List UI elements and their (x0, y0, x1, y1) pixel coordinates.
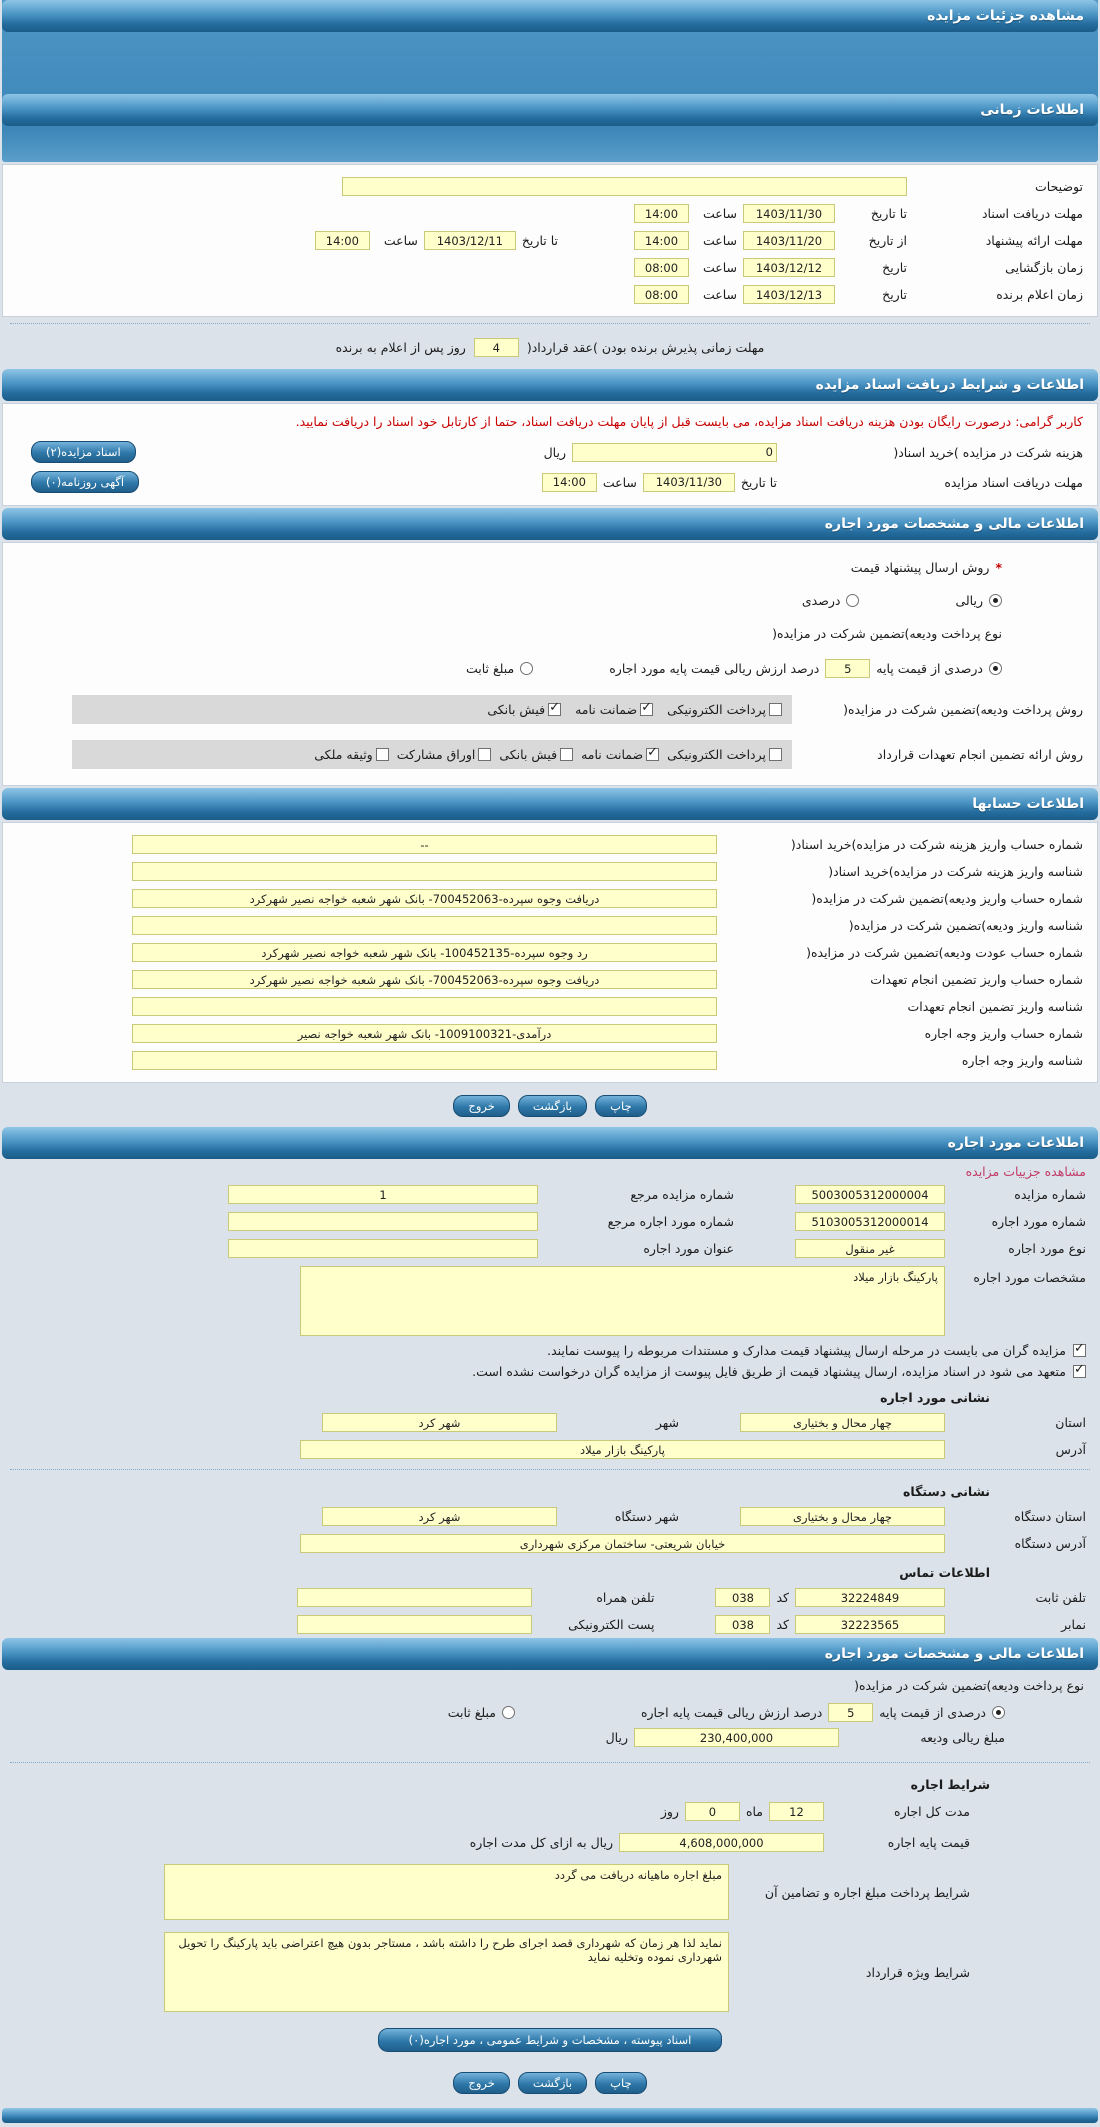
date-label: تاریخ (882, 260, 907, 275)
account-row-label: شماره حساب واریز هزینه شرکت در مزایده)خرید اسناد( (790, 837, 1083, 852)
deposit-method-option (487, 702, 561, 717)
rial-label: ریال (605, 1730, 628, 1745)
guarantee-method-option (314, 747, 388, 762)
percent-of-base-radio[interactable] (992, 1706, 1005, 1719)
until-date-label: تا تاریخ (870, 206, 907, 221)
guarantee-method-row (3, 732, 1097, 777)
docs-cost-row (3, 437, 1097, 467)
fixed-amount-radio[interactable] (502, 1706, 515, 1719)
deposit-method-row (3, 687, 1097, 732)
account-row-label: شماره حساب واریز وجه اجاره (924, 1026, 1083, 1041)
offer-period-label: مهلت ارائه پیشنهاد (985, 233, 1083, 248)
view-auction-details-link[interactable]: مشاهده جزییات مزایده (965, 1164, 1086, 1179)
item-spec-label: مشخصات مورد اجاره (973, 1270, 1086, 1285)
required-star: * (995, 560, 1002, 575)
email-input[interactable] (297, 1615, 532, 1634)
percent-desc-label: درصد ارزش ریالی قیمت پایه مورد اجاره (609, 661, 820, 676)
acceptance-deadline-suffix: روز پس از اعلام به برنده (335, 340, 466, 355)
property-collateral-checkbox[interactable] (376, 748, 389, 761)
deposit-method-label: روش پرداخت ودیعه)تضمین شرکت در مزایده( (843, 702, 1083, 717)
attach-note-row (0, 1361, 1100, 1382)
accounts-panel (2, 822, 1098, 1083)
acceptance-days-input[interactable] (474, 338, 519, 357)
item-type-row (0, 1235, 1100, 1262)
from-date-label: از تاریخ (868, 233, 907, 248)
province-label: استان (1055, 1415, 1086, 1430)
page-title: مشاهده جزئیات مزایده (2, 0, 1098, 32)
doc-deadline-date-input[interactable] (743, 204, 835, 223)
winner-announce-label: زمان اعلام برنده (996, 287, 1083, 302)
item-type-input[interactable] (795, 1239, 945, 1258)
account-row-input[interactable] (132, 889, 717, 908)
opening-time-input[interactable] (634, 258, 689, 277)
docs-panel (2, 403, 1098, 506)
separator (10, 323, 1090, 324)
attach-note2-checkbox[interactable] (1073, 1365, 1086, 1378)
print-button[interactable]: چاپ (595, 1095, 646, 1117)
checkbox-label: وثیقه ملکی (314, 747, 373, 762)
percent-desc-label: درصد ارزش ریالی قیمت پایه اجاره (640, 1705, 823, 1720)
guarantee-method-option (397, 747, 492, 762)
month-label: ماه (745, 1804, 763, 1819)
section-title-financial: اطلاعات مالی و مشخصات مورد اجاره (2, 508, 1098, 540)
rent-duration-row (0, 1796, 1100, 1827)
phone-code-input[interactable] (715, 1588, 770, 1607)
address-label: آدرس (1055, 1442, 1086, 1457)
item-address-row (0, 1436, 1100, 1463)
account-row-label: شناسه واریز هزینه شرکت در مزایده)خرید اسناد( (828, 864, 1083, 879)
guarantee-method-options (72, 740, 792, 769)
guarantee-method-option (581, 747, 659, 762)
middle-actions (0, 1085, 1100, 1127)
account-row-label: شماره حساب عودت ودیعه)تضمین شرکت در مزایده( (806, 945, 1083, 960)
fax-input[interactable] (795, 1615, 945, 1634)
email-label: پست الکترونیکی (568, 1617, 655, 1632)
guarantee-method-option (667, 747, 782, 762)
docs-deadline-date-input[interactable] (643, 473, 735, 492)
account-row-input[interactable] (132, 835, 717, 854)
account-row (3, 912, 1097, 939)
account-row-input[interactable] (132, 1024, 717, 1043)
rent-conditions-group-label: شرایط اجاره (910, 1777, 990, 1792)
special-terms-textarea[interactable] (164, 1932, 729, 2012)
rial-radio[interactable] (989, 594, 1002, 607)
financial-panel (2, 542, 1098, 786)
bottom-actions (0, 2062, 1100, 2104)
offer-to-time-input[interactable] (315, 231, 370, 250)
item-address-group-label: نشانی مورد اجاره (880, 1390, 990, 1405)
footer-bar (2, 2108, 1098, 2123)
base-price-suffix: ریال به ازای کل مدت اجاره (469, 1835, 613, 1850)
auction-number-row (0, 1181, 1100, 1208)
device-address-row (0, 1530, 1100, 1557)
bank-receipt-checkbox[interactable] (560, 748, 573, 761)
item-spec-textarea[interactable] (300, 1266, 945, 1336)
item-number-input[interactable] (795, 1212, 945, 1231)
time-label: ساعت (702, 206, 737, 221)
separator (10, 1469, 1090, 1470)
attach-note2-text: متعهد می شود در اسناد مزایده، ارسال پیشنهاد قیمت از طریق فایل پیوست از مزایده گران درخواست نشده است. (472, 1364, 1066, 1379)
percent-of-base-label: درصدی از قیمت پایه (876, 661, 983, 676)
account-row-label: شناسه واریز تضمین انجام تعهدات (907, 999, 1083, 1014)
offer-to-date-input[interactable] (424, 231, 516, 250)
attachments-row (0, 2018, 1100, 2062)
special-terms-row (0, 1926, 1100, 2018)
device-city-input[interactable] (322, 1507, 557, 1526)
until-date-label: تا تاریخ (740, 474, 777, 490)
deposit-type-options-row (3, 650, 1097, 687)
phone-input[interactable] (795, 1588, 945, 1607)
guarantee-method-label: روش ارائه تضمین انجام تعهدات قرارداد (877, 747, 1083, 762)
mobile-input[interactable] (297, 1588, 532, 1607)
fax-row (0, 1611, 1100, 1638)
time-label: ساعت (383, 233, 418, 248)
section-title-financial2: اطلاعات مالی و مشخصات مورد اجاره (2, 1638, 1098, 1670)
opening-time-label: زمان بازگشایی (1005, 260, 1083, 275)
fixed-amount-label: مبلغ ثابت (447, 1705, 496, 1720)
section-title-docs: اطلاعات و شرایط دریافت اسناد مزایده (2, 369, 1098, 401)
winner-date-input[interactable] (743, 285, 835, 304)
docs-cost-label: هزینه شرکت در مزایده )خرید اسناد( (893, 444, 1083, 460)
account-row-input[interactable] (132, 862, 717, 881)
time-label: ساعت (602, 474, 637, 490)
description-label: توضیحات (1035, 179, 1083, 194)
checkbox-label: اوراق مشارکت (396, 747, 476, 762)
item-title-label: عنوان مورد اجاره (643, 1241, 734, 1256)
deposit-percent-input[interactable] (828, 1703, 873, 1722)
price-method-label: روش ارسال پیشنهاد قیمت (850, 560, 990, 575)
rial-option-label: ریالی (955, 593, 983, 608)
account-row-label: شناسه واریز وجه اجاره (961, 1053, 1083, 1068)
deposit-amount-label: مبلغ ریالی ودیعه (920, 1730, 1005, 1745)
account-row-label: شناسه واریز ودیعه)تضمین شرکت در مزایده( (848, 918, 1083, 933)
auction-documents-button[interactable]: اسناد مزایده(۲) (31, 441, 136, 463)
account-row (3, 831, 1097, 858)
docs-notice: کاربر گرامی: درصورت رایگان بودن هزینه دریافت اسناد مزایده، می بایست قبل از پایان مهلت دریافت اسناد، حتما از کارتابل خود اسناد را دریافت نمایید. (295, 414, 1083, 429)
participation-bonds-checkbox[interactable] (478, 748, 491, 761)
account-row-input[interactable] (132, 943, 717, 962)
base-price-row (0, 1827, 1100, 1858)
payment-terms-textarea[interactable] (164, 1864, 729, 1920)
acceptance-deadline-row (0, 330, 1100, 369)
percent-of-base-label: درصدی از قیمت پایه (879, 1705, 986, 1720)
auction-ref-input[interactable] (228, 1185, 538, 1204)
province-input[interactable] (740, 1413, 945, 1432)
account-row-label: شماره حساب واریز ودیعه)تضمین شرکت در مزایده( (811, 891, 1083, 906)
device-address-label: آدرس دستگاه (1014, 1536, 1086, 1551)
docs-cost-input[interactable] (572, 443, 777, 462)
docs-deadline-row (3, 467, 1097, 497)
doc-deadline-time-input[interactable] (634, 204, 689, 223)
winner-time-input[interactable] (634, 285, 689, 304)
account-row (3, 966, 1097, 993)
auction-number-label: شماره مزایده (1014, 1187, 1086, 1202)
city-label: شهر (655, 1415, 679, 1430)
attach-note1-text: مزایده گران می بایست در مرحله ارسال پیشنهاد قیمت مدارک و مستندات مربوطه را پیوست نمایند. (547, 1343, 1066, 1358)
checkbox-label: پرداخت الکترونیکی (667, 702, 766, 717)
section-title-time-info: اطلاعات زمانی (2, 94, 1098, 126)
special-terms-label: شرایط ویژه قرارداد (865, 1964, 970, 1980)
doc-deadline-label: مهلت دریافت اسناد (981, 206, 1083, 221)
account-row-input[interactable] (132, 1051, 717, 1070)
time-label: ساعت (702, 287, 737, 302)
checkbox-label: پرداخت الکترونیکی (667, 747, 766, 762)
time-label: ساعت (702, 233, 737, 248)
deposit-type-row2 (0, 1670, 1100, 1701)
deposit-type-options-row2 (0, 1701, 1100, 1726)
description-row (3, 173, 1097, 200)
city-input[interactable] (322, 1413, 557, 1432)
section-title-accounts: اطلاعات حسابها (2, 788, 1098, 820)
contact-group-label: اطلاعات تماس (899, 1565, 990, 1580)
account-row (3, 1047, 1097, 1074)
account-row (3, 885, 1097, 912)
device-city-label: شهر دستگاه (614, 1509, 679, 1524)
item-province-city-row (0, 1409, 1100, 1436)
phone-label: تلفن ثابت (1035, 1590, 1086, 1605)
area-code-label: کد (776, 1617, 789, 1632)
base-price-input[interactable] (619, 1833, 824, 1852)
area-code-label: کد (776, 1590, 789, 1605)
back-button[interactable]: بازگشت (518, 1095, 587, 1117)
guarantee-method-option (499, 747, 573, 762)
percent-option-label: درصدی (801, 593, 841, 608)
checkbox-label: ضمانت نامه (581, 747, 644, 762)
account-row (3, 858, 1097, 885)
electronic-payment-checkbox[interactable] (769, 703, 782, 716)
item-title-input[interactable] (228, 1239, 538, 1258)
deposit-amount-input[interactable] (634, 1728, 839, 1747)
checkbox-label: فیش بانکی (487, 702, 546, 717)
winner-announce-row (3, 281, 1097, 308)
device-province-label: استان دستگاه (1014, 1509, 1086, 1524)
auction-ref-label: شماره مزایده مرجع (630, 1187, 734, 1202)
until-date-label: تا تاریخ (521, 233, 558, 248)
bank-receipt-checkbox[interactable] (548, 703, 561, 716)
account-row-input[interactable] (132, 916, 717, 935)
fixed-amount-label: مبلغ ثابت (465, 661, 515, 676)
item-ref-label: شماره مورد اجاره مرجع (607, 1214, 734, 1229)
duration-months-input[interactable] (769, 1802, 824, 1821)
account-row-input[interactable] (132, 970, 717, 989)
base-price-label: قیمت پایه اجاره (887, 1835, 970, 1850)
guarantee-letter-checkbox[interactable] (646, 748, 659, 761)
deposit-method-option (575, 702, 653, 717)
attached-documents-button[interactable]: اسناد پیوسته ، مشخصات و شرایط عمومی ، مورد اجاره(۰) (378, 2028, 723, 2052)
item-number-row (0, 1208, 1100, 1235)
payment-terms-row (0, 1858, 1100, 1926)
print-button[interactable]: چاپ (595, 2072, 646, 2094)
deposit-percent-input[interactable] (825, 659, 870, 678)
back-button[interactable]: بازگشت (518, 2072, 587, 2094)
guarantee-letter-checkbox[interactable] (640, 703, 653, 716)
rent-duration-label: مدت کل اجاره (894, 1804, 970, 1819)
percent-of-base-radio[interactable] (989, 662, 1002, 675)
offer-from-date-input[interactable] (743, 231, 835, 250)
address-input[interactable] (300, 1440, 945, 1459)
percent-radio[interactable] (846, 594, 859, 607)
docs-deadline-time-input[interactable] (542, 473, 597, 492)
account-row (3, 993, 1097, 1020)
page-header (2, 0, 1098, 162)
auction-number-input[interactable] (795, 1185, 945, 1204)
duration-days-input[interactable] (685, 1802, 740, 1821)
opening-date-input[interactable] (743, 258, 835, 277)
time-info-panel (2, 164, 1098, 317)
exit-button[interactable]: خروج (453, 1095, 509, 1117)
item-ref-input[interactable] (228, 1212, 538, 1231)
docs-deadline-label: مهلت دریافت اسناد مزایده (944, 474, 1083, 490)
separator (10, 1762, 1090, 1763)
price-method-options-row (3, 584, 1097, 617)
exit-button[interactable]: خروج (453, 2072, 509, 2094)
account-row-input[interactable] (132, 997, 717, 1016)
account-row-label: شماره حساب واریز تضمین انجام تعهدات (870, 972, 1083, 987)
fax-label: نمابر (1061, 1617, 1086, 1632)
day-label: روز (660, 1804, 679, 1819)
description-input[interactable] (342, 177, 907, 196)
doc-deadline-row (3, 200, 1097, 227)
section-title-item: اطلاعات مورد اجاره (2, 1127, 1098, 1159)
payment-terms-label: شرایط پرداخت مبلغ اجاره و تضامین آن (764, 1884, 970, 1900)
device-address-input[interactable] (300, 1534, 945, 1553)
time-label: ساعت (702, 260, 737, 275)
fixed-amount-radio[interactable] (520, 662, 533, 675)
item-spec-row (0, 1262, 1100, 1340)
header-spacer (2, 32, 1098, 94)
attach-note-row (0, 1340, 1100, 1361)
item-number-label: شماره مورد اجاره (991, 1214, 1086, 1229)
phone-row (0, 1584, 1100, 1611)
opening-time-row (3, 254, 1097, 281)
deposit-method-option (667, 702, 782, 717)
item-type-label: نوع مورد اجاره (1008, 1241, 1086, 1256)
electronic-payment-checkbox[interactable] (769, 748, 782, 761)
fax-code-input[interactable] (715, 1615, 770, 1634)
rial-label: ریال (543, 444, 566, 460)
device-province-input[interactable] (740, 1507, 945, 1526)
deposit-type-label: نوع پرداخت ودیعه)تضمین شرکت در مزایده( (772, 626, 1002, 641)
device-address-group-label: نشانی دستگاه (903, 1484, 990, 1499)
deposit-type-label: نوع پرداخت ودیعه)تضمین شرکت در مزایده( (854, 1678, 1084, 1693)
header-spacer (2, 126, 1098, 160)
offer-from-time-input[interactable] (634, 231, 689, 250)
account-row (3, 1020, 1097, 1047)
checkbox-label: فیش بانکی (499, 747, 558, 762)
price-method-row (3, 551, 1097, 584)
deposit-type-row (3, 617, 1097, 650)
device-province-city-row (0, 1503, 1100, 1530)
newspaper-ad-button[interactable]: آگهی روزنامه(۰) (31, 471, 139, 493)
checkbox-label: ضمانت نامه (575, 702, 638, 717)
deposit-amount-row (0, 1726, 1100, 1756)
account-row (3, 939, 1097, 966)
mobile-label: تلفن همراه (596, 1590, 655, 1605)
date-label: تاریخ (882, 287, 907, 302)
offer-period-row (3, 227, 1097, 254)
attach-note1-checkbox[interactable] (1073, 1344, 1086, 1357)
acceptance-deadline-label: مهلت زمانی پذیرش برنده بودن )عقد قرارداد( (526, 340, 765, 355)
deposit-method-options (72, 695, 792, 724)
